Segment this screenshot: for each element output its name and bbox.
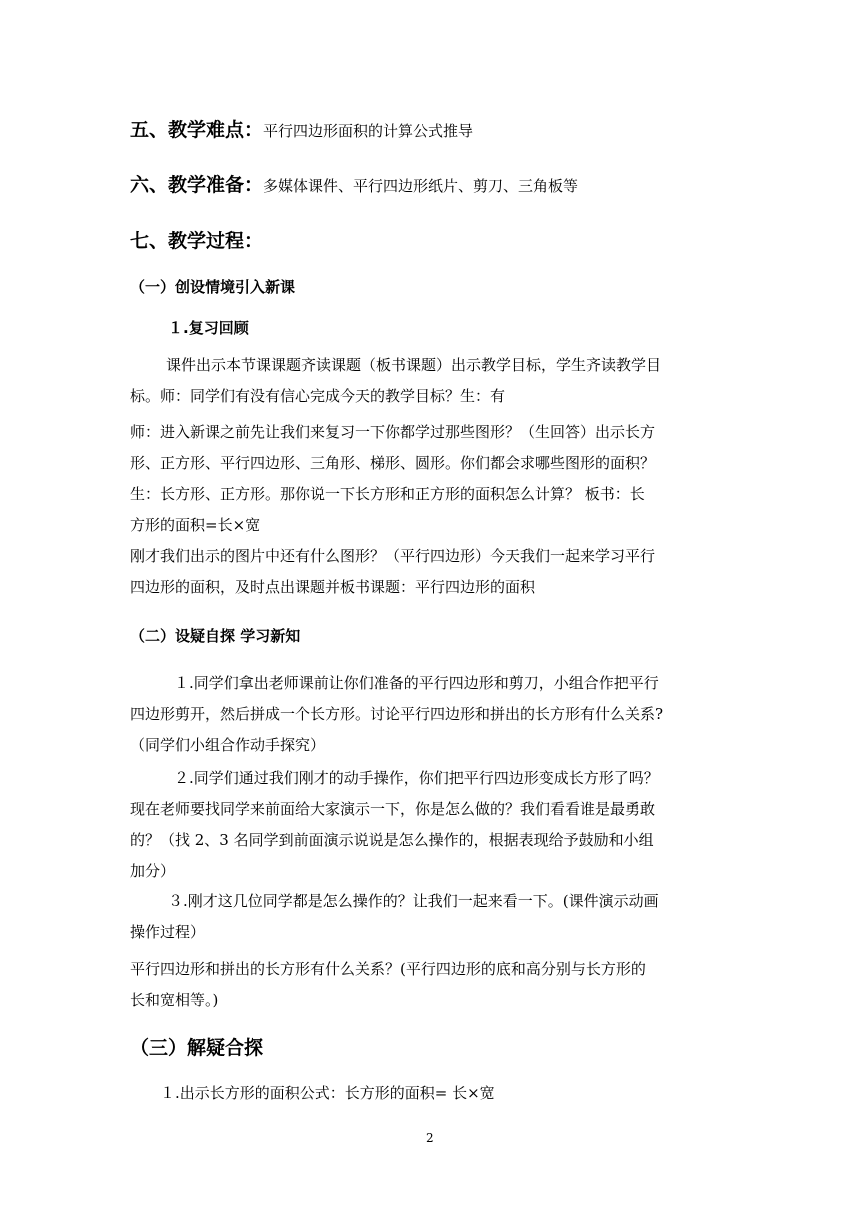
paragraph-7 bbox=[130, 959, 646, 1021]
paragraph-3 bbox=[130, 546, 655, 608]
part-3-heading: （三）解疑合探 bbox=[130, 1037, 264, 1059]
paragraph-line: 方形的面积=长×宽 bbox=[130, 516, 261, 534]
paragraph-2 bbox=[130, 422, 655, 546]
paragraph-line: 形、正方形、平行四边形、三角形、梯形、圆形。你们都会求哪些图形的面积？ bbox=[130, 454, 656, 472]
paragraph-line: 现在老师要找同学来前面给大家演示一下，你是怎么做的？我们看看谁是最勇敢 bbox=[130, 800, 656, 818]
part-1-subheading: １.复习回顾 bbox=[168, 319, 249, 337]
section-7-label: 七、教学过程： bbox=[130, 230, 264, 252]
paragraph-line: 的？（找 2、3 名同学到前面演示说说是怎么操作的，根据表现给予鼓励和小组 bbox=[130, 831, 654, 849]
paragraph-line: ３.刚才这几位同学都是怎么操作的？让我们一起来看一下。(课件演示动画 bbox=[168, 892, 659, 910]
paragraph-line: 平行四边形和拼出的长方形有什么关系？(平行四边形的底和高分别与长方形的 bbox=[130, 960, 646, 978]
paragraph-line: 师：进入新课之前先让我们来复习一下你都学过那些图形？（生回答）出示长方 bbox=[130, 423, 656, 441]
paragraph-line: （同学们小组合作动手探究） bbox=[130, 736, 326, 754]
paragraph-6 bbox=[130, 891, 659, 953]
section-6-text: 多媒体课件、平行四边形纸片、剪刀、三角板等 bbox=[263, 177, 579, 195]
page-number: 2 bbox=[426, 1131, 434, 1145]
paragraph-line: 刚才我们出示的图片中还有什么图形？（平行四边形）今天我们一起来学习平行 bbox=[130, 547, 656, 565]
paragraph-line: 加分） bbox=[130, 862, 176, 880]
section-6 bbox=[130, 173, 578, 198]
paragraph-line: 课件出示本节课课题齐读课题（板书课题）出示教学目标，学生齐读教学目 bbox=[166, 356, 662, 374]
section-5 bbox=[130, 118, 473, 143]
paragraph-line: 生：长方形、正方形。那你说一下长方形和正方形的面积怎么计算？ 板书：长 bbox=[130, 485, 645, 503]
paragraph-8: １.出示长方形的面积公式：长方形的面积= 长×宽 bbox=[160, 1084, 495, 1102]
section-7 bbox=[130, 229, 263, 253]
part-1-heading: （一）创设情境引入新课 bbox=[130, 278, 296, 296]
paragraph-5 bbox=[130, 768, 659, 892]
section-6-label: 六、教学准备： bbox=[130, 174, 264, 196]
paragraph-4 bbox=[130, 673, 663, 766]
part-2-heading: （二）设疑自探 学习新知 bbox=[130, 627, 301, 645]
paragraph-line: 操作过程） bbox=[130, 923, 206, 941]
paragraph-line: 四边形的面积，及时点出课题并板书课题：平行四边形的面积 bbox=[130, 578, 536, 596]
paragraph-1 bbox=[130, 355, 661, 417]
paragraph-line: ２.同学们通过我们刚才的动手操作，你们把平行四边形变成长方形了吗？ bbox=[174, 769, 659, 787]
paragraph-line: 标。师：同学们有没有信心完成今天的教学目标？生：有 bbox=[130, 387, 506, 405]
section-5-label: 五、教学难点： bbox=[130, 119, 264, 141]
paragraph-line: 长和宽相等。) bbox=[130, 991, 219, 1009]
paragraph-line: 四边形剪开，然后拼成一个长方形。讨论平行四边形和拼出的长方形有什么关系? bbox=[130, 705, 664, 723]
section-5-text: 平行四边形面积的计算公式推导 bbox=[263, 122, 474, 140]
paragraph-line: １.同学们拿出老师课前让你们准备的平行四边形和剪刀，小组合作把平行 bbox=[174, 674, 659, 692]
